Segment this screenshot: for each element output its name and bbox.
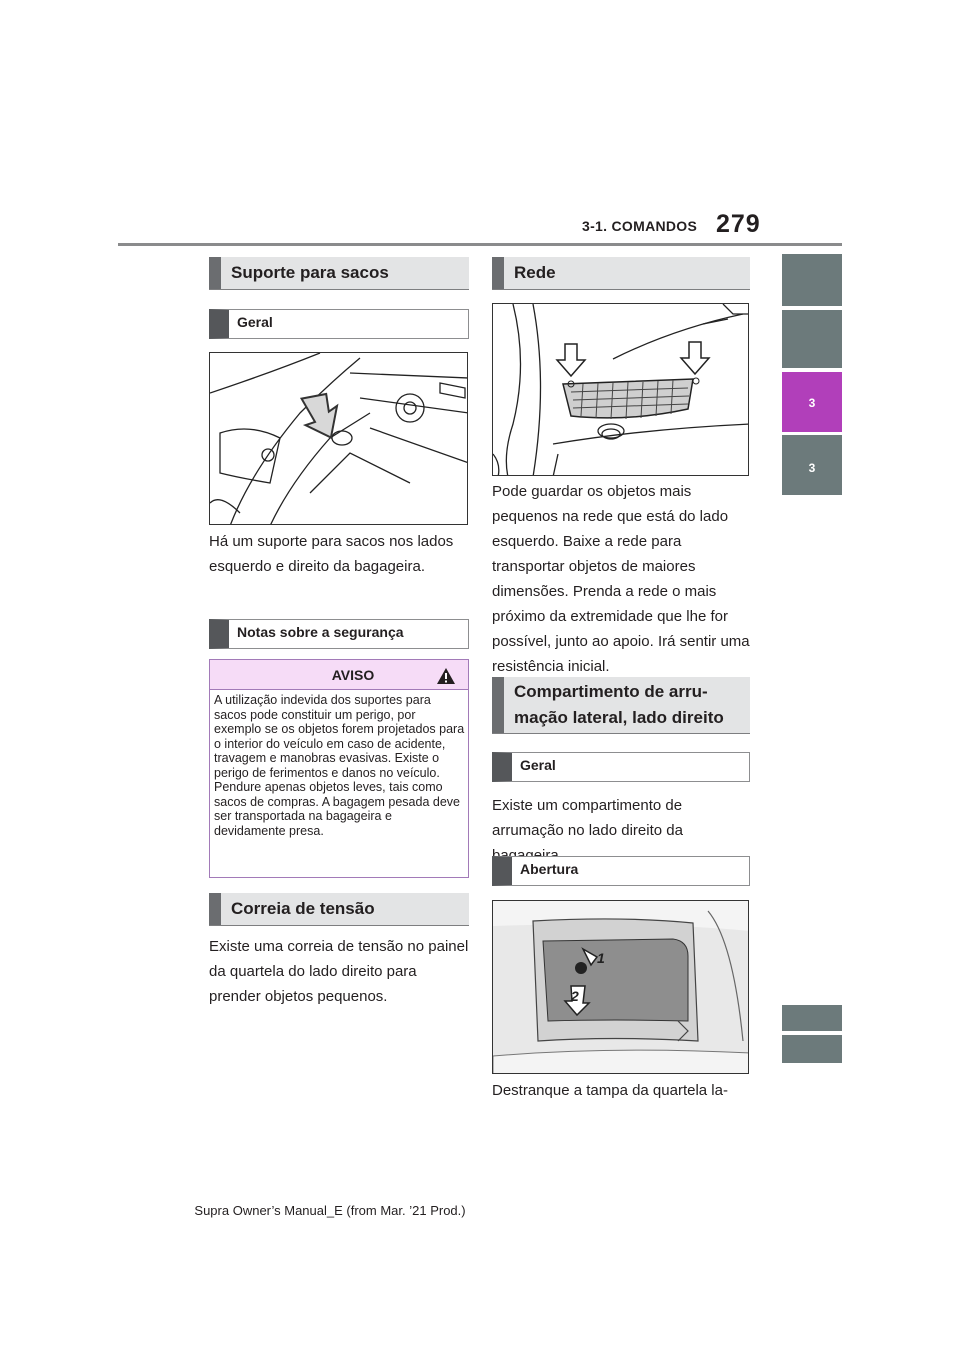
correia-description: Existe uma correia de tensão no painel da quartela do lado direito para prender objetos pequenos. [209, 938, 469, 1005]
chapter-tab-current [782, 372, 842, 432]
section-rede-title [492, 257, 750, 289]
section-compartimento-title-line1: Compartimento de arru- [514, 682, 708, 701]
subsection-abertura-label: Abertura [520, 861, 579, 877]
section-compartimento-title [492, 677, 750, 733]
header-divider [118, 243, 842, 246]
compartimento-description: Existe um compartimento de arrumação no lado direito da [492, 797, 683, 839]
section-suporte-rule [209, 289, 469, 290]
warning-text: A utilização indevida dos suportes para sacos pode constituir um perigo, por exemplo se os objetos forem projetados para o interior do veículo em caso de acidente, travagem e manobras evasivas. Existe o perigo de ferimentos e danos no veículo. Pendure apenas objetos leves, tais como sacos de compras. A bagagem pesada deve ser transportada na bagageira e devidamente presa. [214, 693, 465, 838]
figure-side-compartment [492, 900, 749, 1074]
footer-manual-title: Supra Owner’s Manual_E (from Mar. ’21 Prod.) [194, 1203, 466, 1218]
chapter-title: 3-1. COMANDOS [582, 218, 698, 234]
subsection-geral-1-label: Geral [237, 314, 273, 330]
section-suporte-title [209, 257, 469, 289]
figure-bag-hook [209, 352, 468, 525]
side-compartment-cover-illustration [493, 901, 749, 1074]
subsection-geral-2 [492, 752, 750, 782]
trunk-bag-hook-illustration [210, 353, 468, 525]
warning-header [210, 660, 468, 690]
subsection-geral-2-label: Geral [520, 757, 556, 773]
callout-2: 2 [571, 988, 579, 1004]
subsection-seguranca-label: Notas sobre a segurança [237, 624, 404, 640]
section-rede-rule [492, 289, 750, 290]
warning-title: AVISO [331, 667, 375, 683]
chapter-tab-2 [782, 310, 842, 368]
section-compartimento-title-line2: mação lateral, lado direito [514, 708, 724, 727]
chapter-tab-1 [782, 254, 842, 306]
subsection-abertura [492, 856, 750, 886]
section-correia-title [209, 893, 469, 925]
section-rede-title-text: Rede [514, 263, 556, 282]
section-compartimento-rule [492, 733, 750, 734]
subsection-seguranca [209, 619, 469, 649]
abertura-description: Destranque a tampa da quartela la- [492, 1082, 728, 1099]
section-suporte-title-text: Suporte para sacos [231, 263, 389, 282]
suporte-description: Há um suporte para sacos nos lados esquerdo e direito da bagageira. [209, 533, 454, 575]
chapter-tab-current-label: 3 [808, 396, 816, 410]
rede-description: Pode guardar os objetos mais pequenos na rede que está do lado esquerdo. Baixe a rede para transportar objetos de maiores dimensões. Prenda a rede o mais próximo da extremidade que lhe for possível, junto ao apoio. Irá sentir uma resistência inicial. [492, 483, 750, 675]
page-number: 279 [716, 210, 761, 238]
chapter-tab-section [782, 435, 842, 495]
subsection-geral-1 [209, 309, 469, 339]
callout-1: 1 [597, 950, 605, 966]
figure-luggage-net [492, 303, 749, 476]
luggage-net-illustration [493, 304, 749, 476]
section-correia-title-text: Correia de tensão [231, 899, 375, 918]
section-correia-rule [209, 925, 469, 926]
warning-box [209, 659, 469, 878]
chapter-tab-lower-2 [782, 1035, 842, 1063]
chapter-tab-section-label: 3 [808, 461, 816, 475]
chapter-tab-lower-1 [782, 1005, 842, 1031]
